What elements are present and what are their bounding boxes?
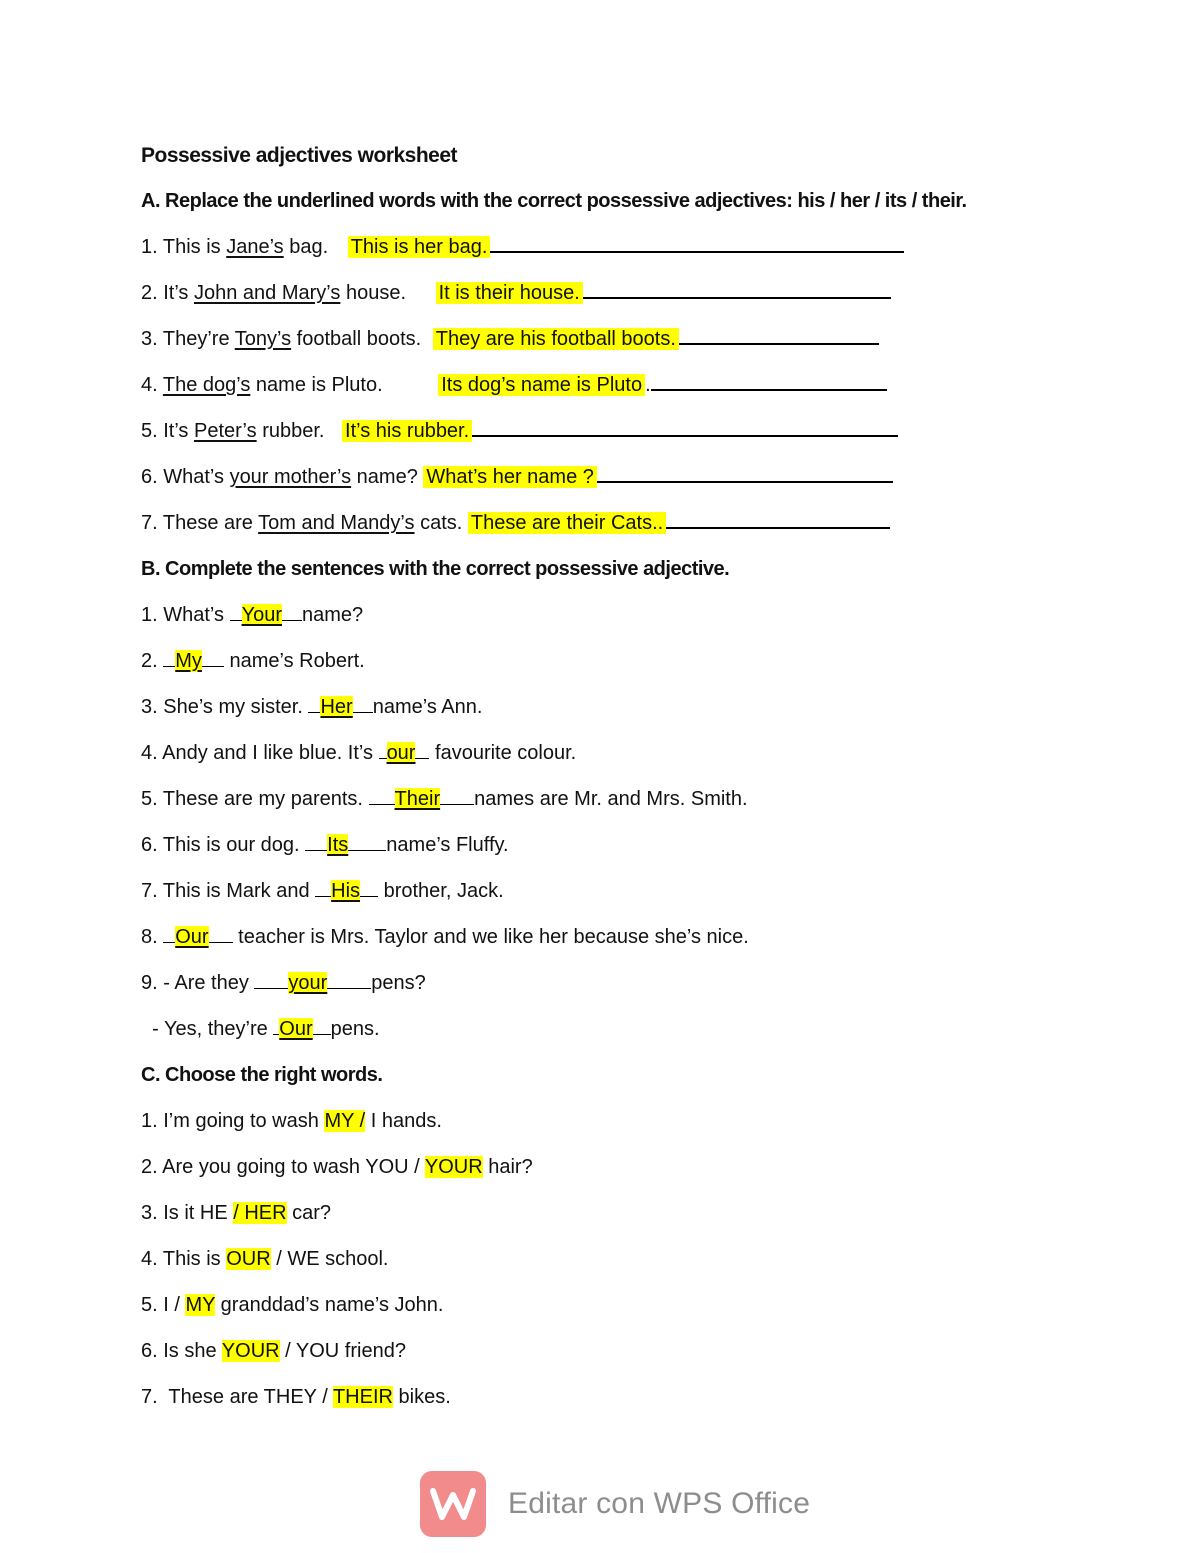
section-a-item: 5. It’s Peter’s rubber. It’s his rubber. [141,418,898,444]
answer-highlight: Its dog’s name is Pluto [438,374,645,396]
section-b-item: 8. Our teacher is Mrs. Taylor and we like her because she’s nice. [141,926,749,948]
answer-highlight: They are his football boots. [433,328,679,350]
answer-highlight: These are their Cats.. [468,512,666,534]
answer-highlight: your [288,972,328,994]
answer-highlight: our [386,742,416,764]
answer-highlight: Our [279,1018,313,1040]
section-b-item: 6. This is our dog. Its name’s Fluffy. [141,834,509,856]
answer-highlight: Its [327,834,349,856]
section-c-heading: C. Choose the right words. [141,1064,383,1086]
section-b-item: 5. These are my parents. Their names are Mr. and Mrs. Smith. [141,788,748,810]
answer-highlight: This is her bag. [348,236,491,258]
section-c-item: 2. Are you going to wash YOU / YOUR hair? [141,1156,533,1178]
answer-highlight: THEIR [332,1386,393,1408]
answer-highlight: His [331,880,361,902]
section-b-heading: B. Complete the sentences with the correct possessive adjective. [141,558,730,580]
answer-highlight: / HER [233,1202,287,1224]
section-a-item: 3. They’re Tony’s football boots. They are his football boots. [141,326,879,352]
answer-highlight: Our [175,926,209,948]
section-c-item: 5. I / MY granddad’s name’s John. [141,1294,444,1316]
section-b-item: 2. My name’s Robert. [141,650,365,672]
section-c-item: 1. I’m going to wash MY / I hands. [141,1110,442,1132]
wps-edit-banner[interactable] [420,1470,810,1538]
section-b-item: 9. - Are they your pens? [141,972,426,994]
section-a-item: 6. What’s your mother’s name? What’s her name ? [141,464,893,490]
section-a-item: 7. These are Tom and Mandy’s cats. These are their Cats.. [141,510,890,536]
section-b-item: 7. This is Mark and His brother, Jack. [141,880,504,902]
section-c-item: 3. Is it HE / HER car? [141,1202,332,1224]
section-c-item: 4. This is OUR / WE school. [141,1248,389,1270]
answer-highlight: YOUR [221,1340,280,1362]
answer-highlight: Their [394,788,441,810]
section-c-item: 7. These are THEY / THEIR bikes. [141,1386,451,1408]
answer-highlight: MY [185,1294,216,1316]
answer-highlight: OUR [226,1248,271,1270]
section-c-item: 6. Is she YOUR / YOU friend? [141,1340,406,1362]
section-a-item: 2. It’s John and Mary’s house. It is their house. [141,280,891,306]
answer-highlight: It is their house. [436,282,583,304]
wps-edit-label[interactable]: Editar con WPS Office [508,1487,811,1520]
section-b-item: 4. Andy and I like blue. It’s our favourite colour. [141,742,577,764]
answer-highlight: What’s her name ? [423,466,597,488]
answer-highlight: Your [241,604,282,626]
section-b-item: 3. She’s my sister. Her name’s Ann. [141,696,483,718]
wps-logo-icon [420,1471,486,1537]
answer-highlight: It’s his rubber. [342,420,472,442]
section-a-item: 4. The dog’s name is Pluto. Its dog’s name is Pluto . [141,372,887,398]
answer-highlight: Her [320,696,353,718]
section-b-item: 1. What’s Your name? [141,604,364,626]
answer-highlight: My [175,650,202,672]
answer-highlight: YOUR [424,1156,483,1178]
answer-highlight: MY / [324,1110,366,1132]
section-b-item: - Yes, they’re Our pens. [141,1018,380,1040]
worksheet-title: Possessive adjectives worksheet [141,144,458,167]
section-a-heading: A. Replace the underlined words with the correct possessive adjectives: his / her / its / their. [141,190,967,212]
section-a-item: 1. This is Jane’s bag. This is her bag. [141,234,904,260]
